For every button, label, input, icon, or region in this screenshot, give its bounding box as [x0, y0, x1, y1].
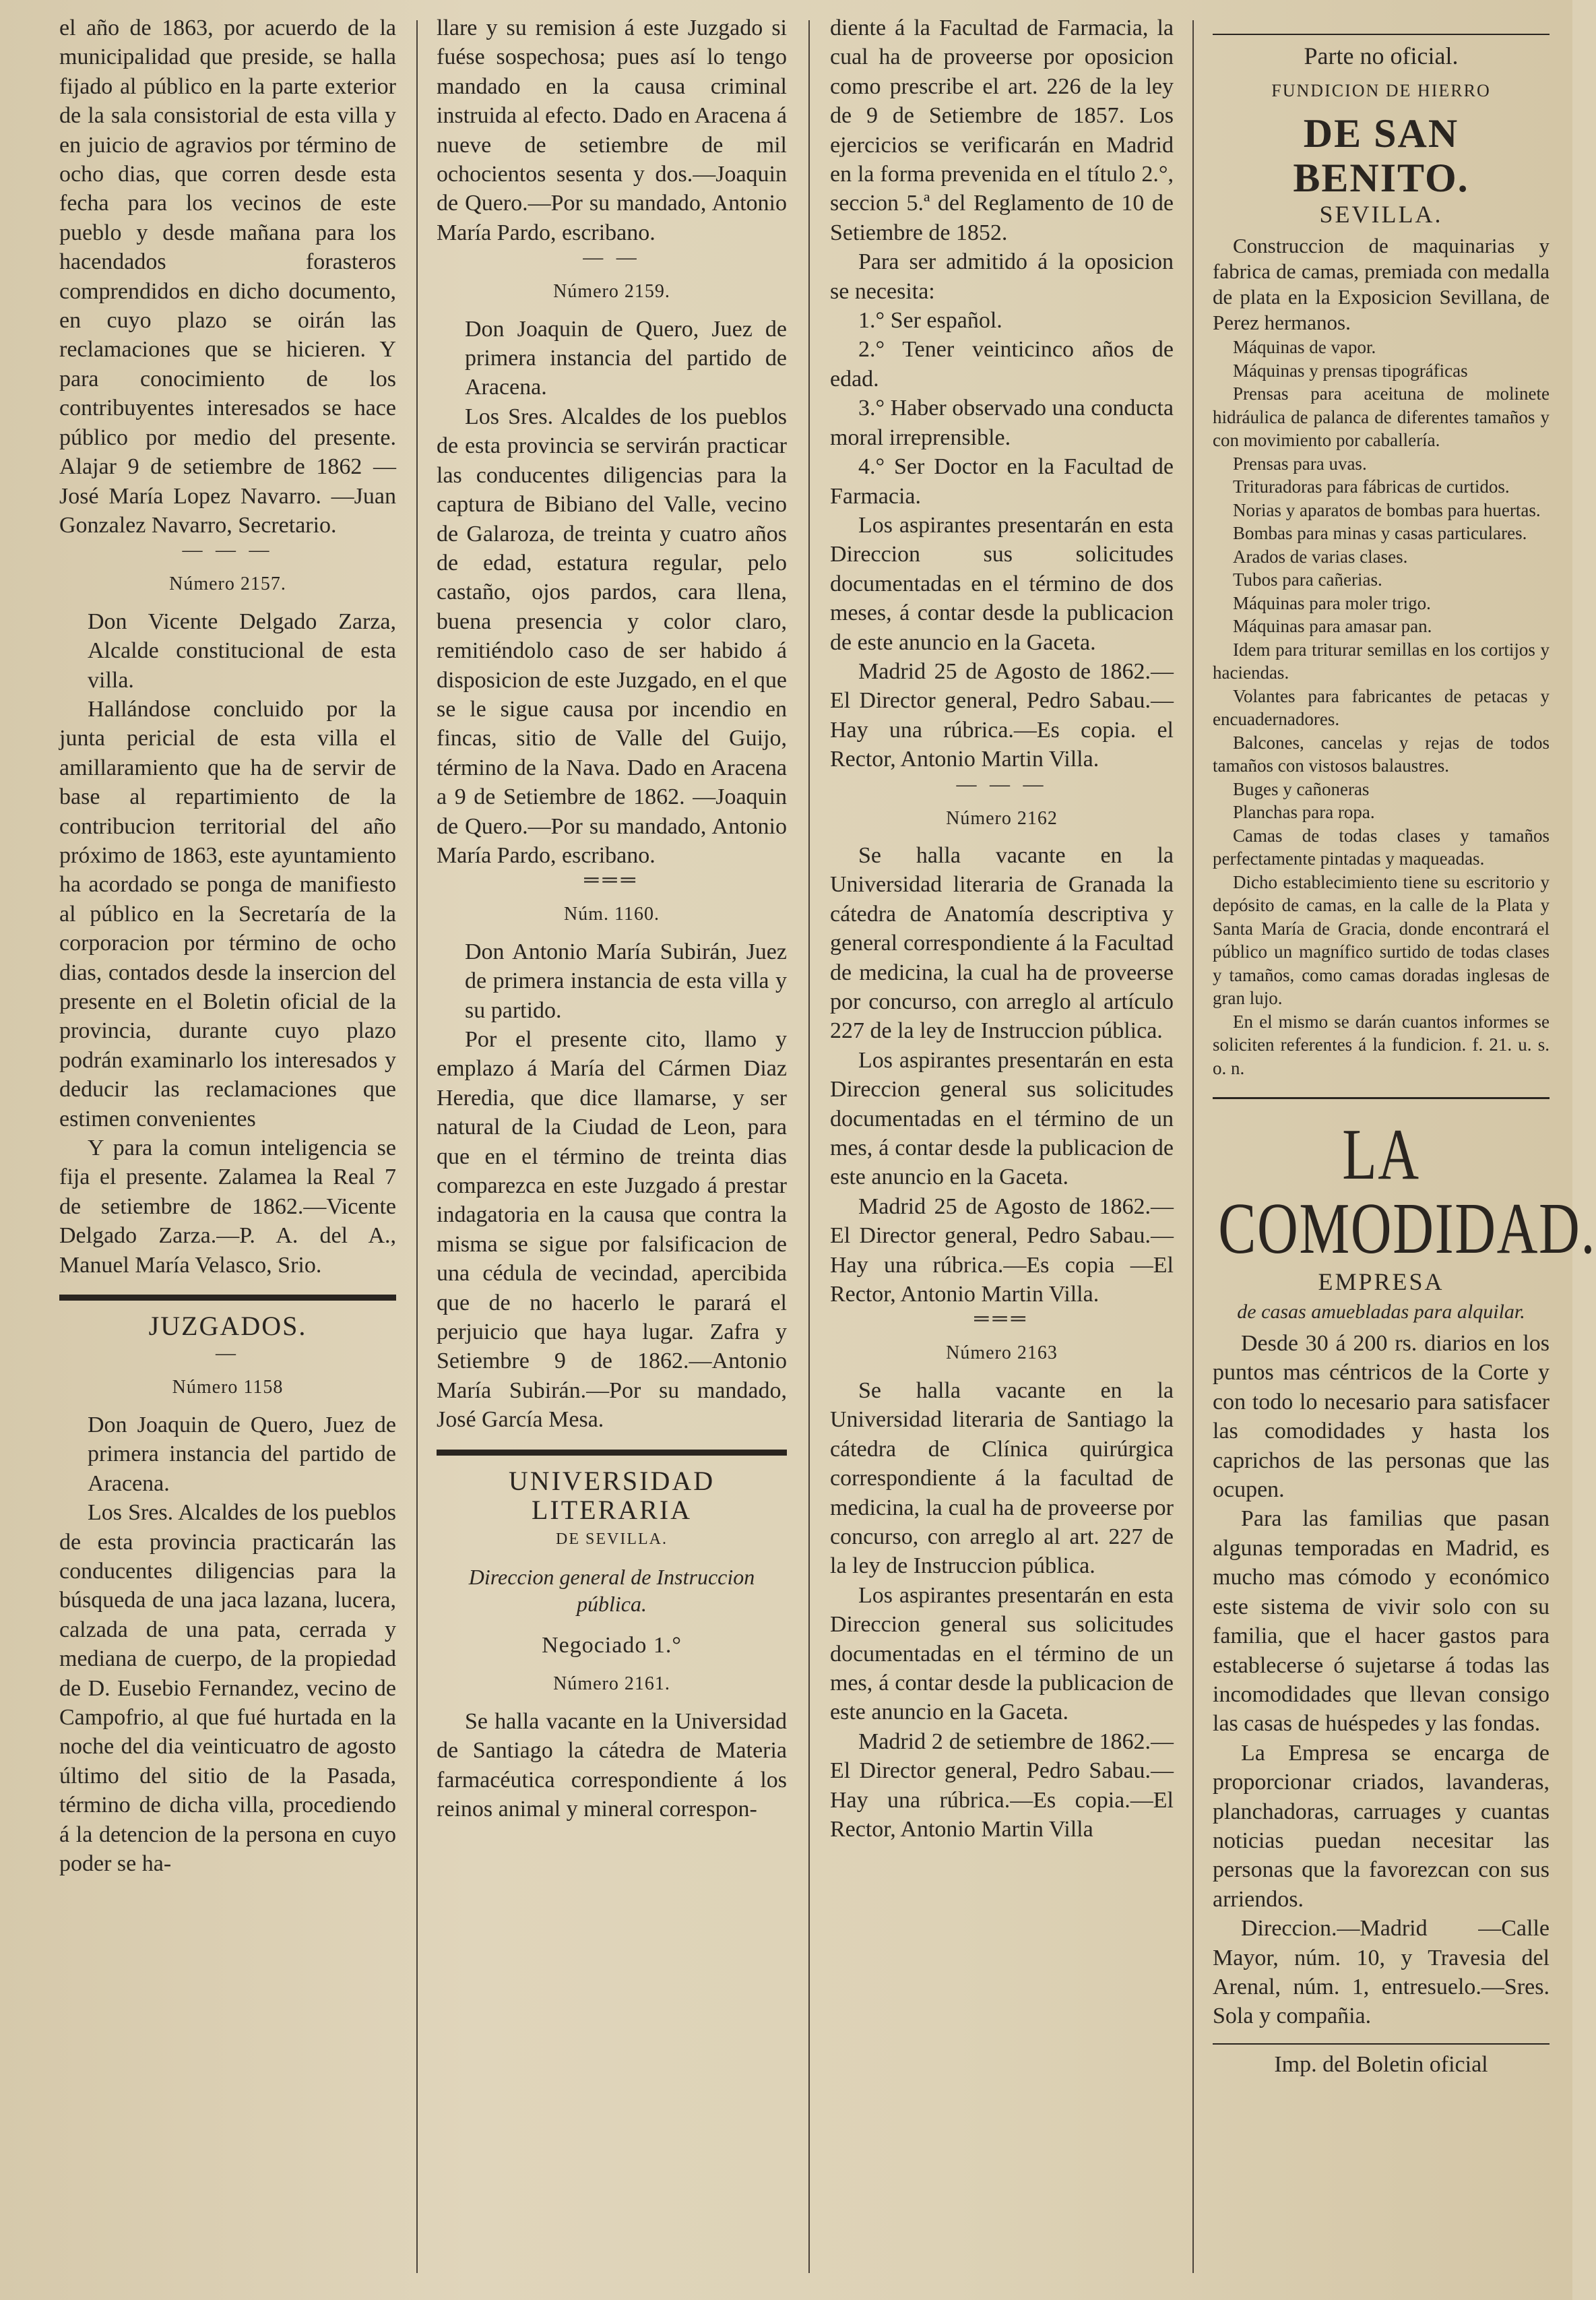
column-3	[830, 13, 1174, 2291]
ad-item: Máquinas para moler trigo.	[1233, 592, 1431, 613]
notice-heading: Don Antonio María Subirán, Juez de primera instancia de esta villa y su partido.	[465, 939, 787, 1023]
ad-body: Dicho establecimiento tiene su escritorio y depósito de camas, en la calle de la Plata y Santa María de Gracia, donde encontrará el público un magnífico surtido de todas clases y tamaños, como camas doradas inglesas de gran lujo.	[1213, 871, 1550, 1009]
notice-body: Los aspirantes presentarán en esta Direccion general sus solicitudes documentadas en el término de un mes, á contar desde la publicacion de este anuncio en la Gaceta.	[830, 1047, 1174, 1190]
notice-number: Núm. 1160.	[564, 904, 660, 925]
direction-title: Direccion general de Instruccion pública.	[468, 1564, 755, 1616]
notice-signature: Madrid 25 de Agosto de 1862.—El Director general, Pedro Sabau.—Hay una rúbrica.—Es copia. el Rector, Antonio Martin Villa.	[830, 658, 1174, 772]
column-2	[437, 13, 787, 2291]
ad-item: Prensas para uvas.	[1233, 453, 1367, 474]
notice-heading: Don Joaquin de Quero, Juez de primera instancia del partido de Aracena.	[88, 1412, 396, 1496]
ad-company-line: FUNDICION DE HIERRO	[1271, 81, 1491, 101]
ad-body: Para las familias que pasan algunas temporadas en Madrid, es mucho mas cómodo y económico este sistema de vivir solo con su familia, que el hacer gastos para establecerse ó sujetarse á todas las incomodidades que llevan consigo las casas de huéspedes y las fondas.	[1213, 1506, 1550, 1737]
ad-item: Máquinas de vapor.	[1233, 337, 1376, 358]
ad-address: Direccion.—Madrid —Calle Mayor, núm. 10, y Travesia del Arenal, núm. 1, entresuelo.—Sres. Sola y compañia.	[1213, 1916, 1550, 2029]
ad-item: Máquinas para amasar pan.	[1233, 616, 1432, 637]
notice-alajar: el año de 1863, por acuerdo de la municipalidad que preside, se halla fijado al público en la parte exterior de la sala consistorial de esta villa y en juicio de agravios por término de ocho dias, que corren desde esta fecha para los vecinos de este pueblo y desde mañana para los hacendados forasteros comprendidos en dicho documento, en cuyo plazo se oirán las reclamaciones que se hicieren. Y para conocimiento de los contribuyentes interesados se hace público por medio del presente. Alajar 9 de setiembre de 1862 —José María Lopez Navarro. —Juan Gonzalez Navarro, Secretario.	[59, 15, 396, 538]
notice-body: Para ser admitido á la oposicion se necesita:	[830, 249, 1174, 304]
notice-number: Número 2161.	[553, 1673, 670, 1695]
notice-number: Número 1158	[172, 1377, 284, 1398]
notice-body: Los aspirantes presentarán en esta Direccion general sus solicitudes documentadas en el término de un mes, á contar desde la publicacion de este anuncio en la Gaceta.	[830, 1582, 1174, 1725]
column-rule	[808, 20, 810, 2273]
ad-item: Balcones, cancelas y rejas de todos tamaños con vistosos balaustres.	[1213, 732, 1550, 776]
notice-body: Se halla vacante en la Universidad de Santiago la cátedra de Materia farmacéutica correspondiente á los reinos animal y mineral correspon-	[437, 1708, 787, 1822]
column-rule	[416, 20, 418, 2273]
section-rule	[437, 1450, 787, 1456]
ad-city: SEVILLA.	[1319, 200, 1443, 228]
notice-heading: Don Joaquin de Quero, Juez de primera instancia del partido de Aracena.	[465, 316, 787, 400]
notice-body: Los Sres. Alcaldes de los pueblos de esta provincia se servirán practicar las conducentes diligencias para la captura de Bibiano del Valle, vecino de Galaroza, de treinta y cuatro años de edad, estatura regular, pelo castaño, ojos pardos, cara llena, buena presencia y color claro, remitiéndolo caso de ser habido á disposicion de este Juzgado, en el que se le sigue causa por incendio en fincas, sitio de Valle del Guijo, término de la Nava. Dado en Aracena a 9 de Setiembre de 1862. —Joaquin de Quero.—Por su mandado, Antonio María Pardo, escribano.	[437, 404, 787, 868]
ad-item: Norias y aparatos de bombas para huertas.	[1233, 499, 1541, 520]
column-1	[59, 13, 396, 2291]
ad-foundry	[1213, 233, 1550, 1080]
ad-item: Buges y cañoneras	[1233, 778, 1370, 799]
ad-body: La Empresa se encarga de proporcionar criados, lavanderas, planchadoras, carruages y cuantas noticias puedan necesitar las personas que la favorezcan con sus arriendos.	[1213, 1740, 1550, 1912]
ad-body: Desde 30 á 200 rs. diarios en los puntos mas céntricos de la Corte y con todo lo necesario para satisfacer las comodidades y hasta los caprichos de las personas que las ocupen.	[1213, 1331, 1550, 1503]
section-title: Parte no oficial.	[1304, 42, 1459, 69]
notice-body: Los aspirantes presentarán en esta Direccion sus solicitudes documentadas en el término de dos meses, á contar desde la publicacion de este anuncio en la Gaceta.	[830, 512, 1174, 655]
ad-rule	[1213, 1097, 1550, 1099]
ad-item: Volantes para fabricantes de petacas y encuadernadores.	[1213, 685, 1550, 730]
separator: —	[216, 1342, 240, 1365]
notice-body: Se halla vacante en la Universidad literaria de Granada la cátedra de Anatomía descriptiva y general correspondiente á la Facultad de medicina, la cual ha de proveerse por concurso, con arreglo al artículo 227 de la ley de Instruccion pública.	[830, 842, 1174, 1044]
requirement: 4.° Ser Doctor en la Facultad de Farmacia.	[830, 454, 1174, 509]
ad-tagline: de casas amuebladas para alquilar.	[1237, 1300, 1525, 1323]
university-subtitle: DE SEVILLA.	[556, 1530, 668, 1548]
ad-item: Trituradoras para fábricas de curtidos.	[1233, 476, 1510, 497]
negociado-label: Negociado 1.°	[542, 1632, 682, 1658]
separator: — — —	[956, 772, 1048, 795]
notice-body: diente á la Facultad de Farmacia, la cual ha de proveerse por oposicion como prescribe el art. 226 de la ley de 9 de Setiembre de 1857. Los ejercicios se verificarán en Madrid en la forma prevenida en el título 2.°, seccion 5.ª del Reglamento de 10 de Setiembre de 1852.	[830, 15, 1174, 245]
notice-body: Los Sres. Alcaldes de los pueblos de esta provincia practicarán las conducentes diligencias para la búsqueda de una jaca lazana, lucera, calzada de una pata, cerrada y mediana de cuerpo, de la propiedad de D. Eusebio Fernandez, vecino de Campofrio, al que fué hurtada en la noche del dia veinticuatro de agosto último del sitio de la Pasada, término de dicha villa, procediendo á la detencion de la persona en cuyo poder se ha-	[59, 1500, 396, 1876]
requirement: 1.° Ser español.	[858, 308, 1002, 334]
university-title: UNIVERSIDAD LITERARIA	[508, 1465, 715, 1526]
ad-company-name: DE SAN BENITO.	[1293, 111, 1469, 200]
separator: — — —	[182, 538, 274, 561]
notice-body: llare y su remision á este Juzgado si fuése sospechosa; pues así lo tengo mandado en la causa criminal instruida al efecto. Dado en Aracena á nueve de setiembre de mil ochocientos sesenta y dos.—Joaquin de Quero.—Por su mandado, Antonio María Pardo, escribano.	[437, 15, 787, 245]
ad-item: Arados de varias clases.	[1233, 546, 1408, 567]
notice-body: Se halla vacante en la Universidad literaria de Santiago la cátedra de Clínica quirúrgica correspondiente á la facultad de medicina, la cual ha de proveerse por concurso, con arreglo al art. 227 de la ley de Instruccion pública.	[830, 1377, 1174, 1579]
notice-signature: Madrid 25 de Agosto de 1862.—El Director general, Pedro Sabau.—Hay una rúbrica.—Es copia —El Rector, Antonio Martin Villa.	[830, 1193, 1174, 1307]
separator: ═══	[974, 1307, 1029, 1330]
requirement: 2.° Tener veinticinco años de edad.	[830, 337, 1174, 392]
notice-number: Número 2163	[946, 1342, 1058, 1364]
notice-body: Hallándose concluido por la junta pericial de esta villa el amillaramiento que ha de servir de base al repartimiento de la contribucion territorial del año próximo de 1863, este ayuntamiento ha acordado se ponga de manifiesto al público en la Secretaría de la corporacion por término de ocho dias, contados desde la insercion del presente en el Boletin oficial de la provincia, durante cuyo plazo podrán examinarlo los interesados y deducir las reclamaciones que estimen convenientes	[59, 696, 396, 1131]
notice-number: Número 2159.	[553, 281, 670, 303]
ad-item: Bombas para minas y casas particulares.	[1233, 523, 1527, 544]
requirement: 3.° Haber observado una conducta moral irreprensible.	[830, 396, 1174, 450]
notice-body: Por el presente cito, llamo y emplazo á María del Cármen Diaz Heredia, que dice llamarse, y ser natural de la Ciudad de Leon, para que en el término de treinta dias comparezca en este Juzgado á prestar indagatoria en la causa que contra la misma se sigue por falsificacion de una cédula de vecindad, apercibida que de no hacerlo le parará el perjuicio que haya lugar. Zafra y Setiembre 9 de 1862.—Antonio María Subirán.—Por su mandado, José García Mesa.	[437, 1027, 787, 1433]
separator: — —	[583, 246, 641, 269]
column-rule	[1192, 20, 1194, 2273]
separator: ═══	[584, 869, 639, 892]
ad-intro: Construccion de maquinarias y fabrica de camas, premiada con medalla de plata en la Exposicion Sevillana, de Perez hermanos.	[1213, 234, 1550, 335]
section-title: JUZGADOS.	[148, 1311, 307, 1342]
ad-item: Máquinas y prensas tipográficas	[1233, 360, 1468, 381]
notice-number: Número 2157.	[169, 573, 286, 595]
ad-body: En el mismo se darán cuantos informes se soliciten referentes á la fundicion. f. 21. u. s. o. n.	[1213, 1011, 1550, 1078]
ad-item: Prensas para aceituna de molinete hidráulica de palanca de diferentes tamaños y con movimiento por caballería.	[1213, 383, 1550, 451]
ad-title: LA COMODIDAD.	[1218, 1115, 1596, 1270]
ad-item: Camas de todas clases y tamaños perfectamente pintadas y maqueadas.	[1213, 825, 1550, 869]
ad-item: Tubos para cañerias.	[1233, 569, 1382, 590]
notice-heading: Don Vicente Delgado Zarza, Alcalde constitucional de esta villa.	[88, 609, 396, 693]
column-4	[1213, 13, 1596, 2291]
ad-subtitle: EMPRESA	[1318, 1268, 1444, 1296]
notice-body: Y para la comun inteligencia se fija el presente. Zalamea la Real 7 de setiembre de 1862.—Vicente Delgado Zarza.—P. A. del A., Manuel María Velasco, Srio.	[59, 1136, 396, 1278]
notice-number: Número 2162	[946, 807, 1058, 829]
section-rule	[59, 1295, 396, 1301]
ad-item: Planchas para ropa.	[1233, 802, 1375, 823]
notice-signature: Madrid 2 de setiembre de 1862.—El Director general, Pedro Sabau.—Hay una rúbrica.—Es copia.—El Rector, Antonio Martin Villa	[830, 1729, 1174, 1842]
printer-line: Imp. del Boletin oficial	[1213, 2043, 1550, 2079]
ad-item: Idem para triturar semillas en los cortijos y haciendas.	[1213, 639, 1550, 683]
top-rule	[1213, 34, 1550, 35]
